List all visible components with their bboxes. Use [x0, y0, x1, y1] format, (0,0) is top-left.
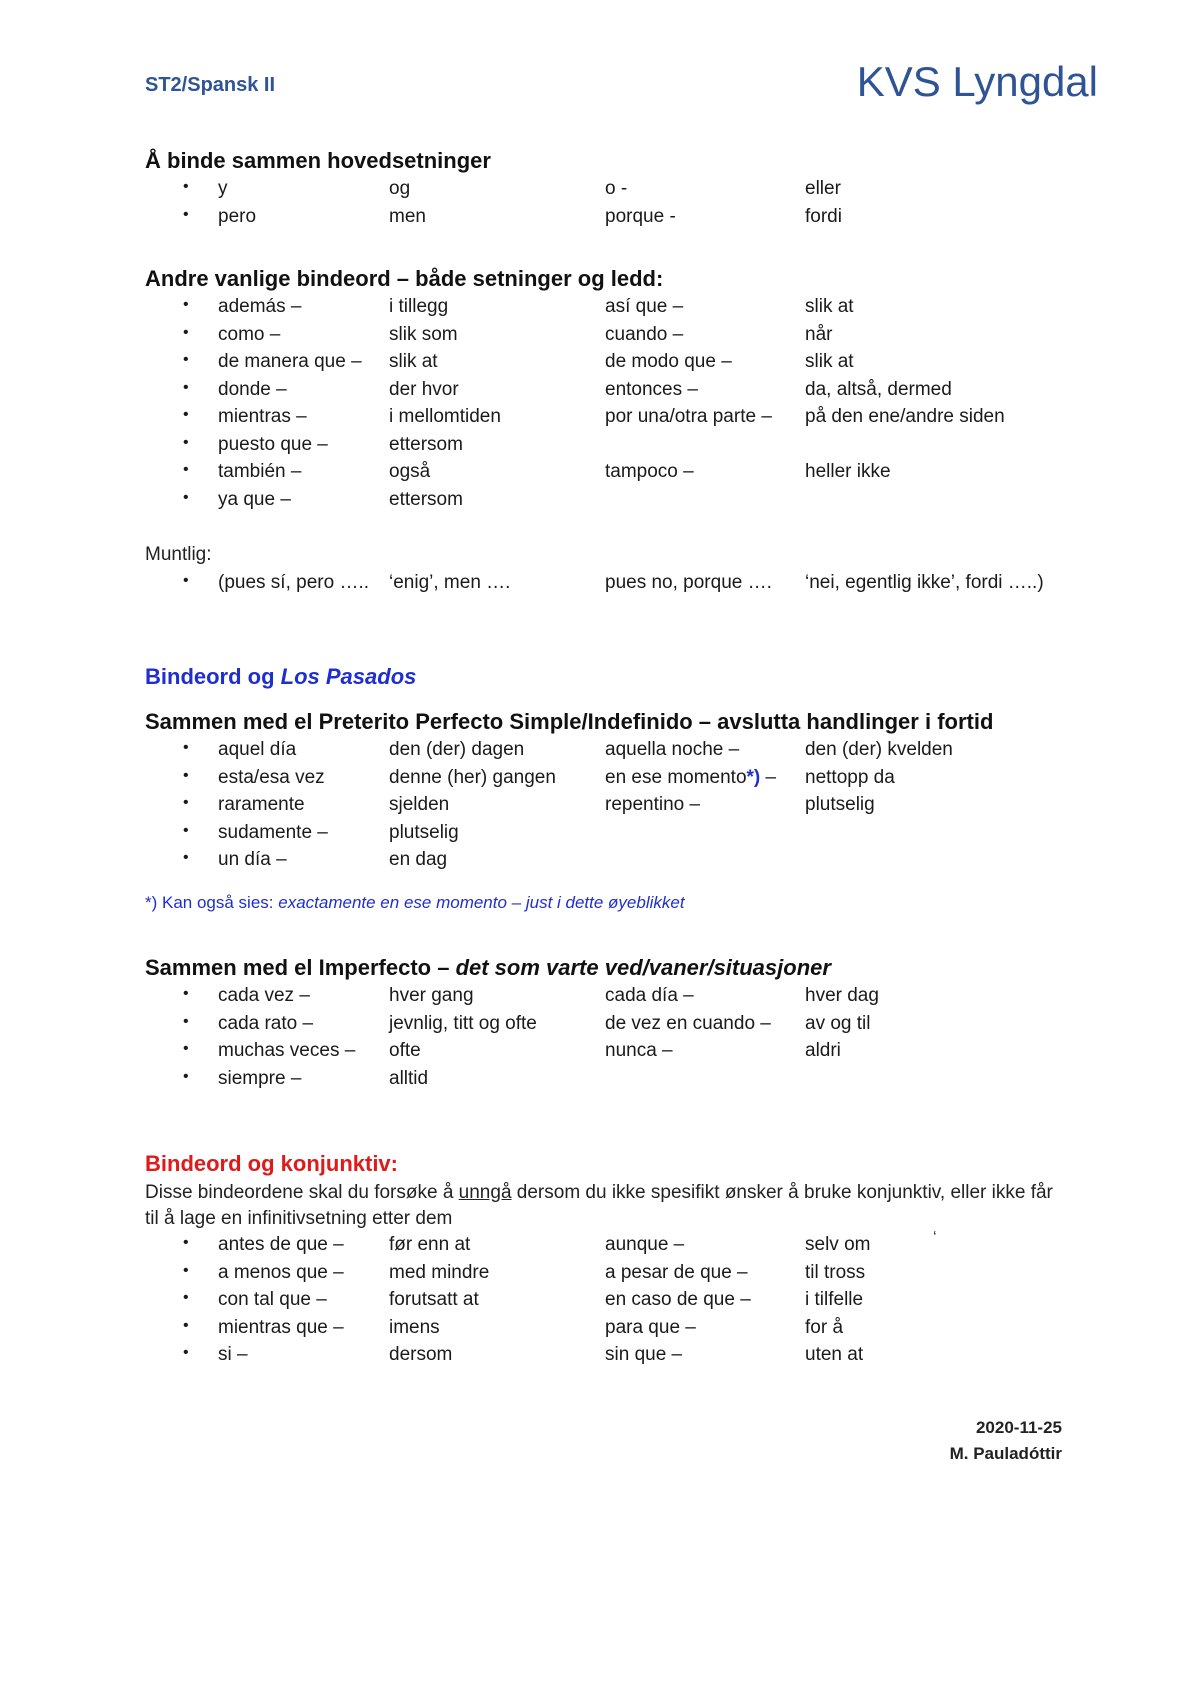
- course-title: ST2/Spansk II: [145, 74, 276, 96]
- spanish-term: [218, 767, 325, 789]
- cell-text: a menos que –: [218, 1261, 344, 1283]
- list-item: [145, 406, 1105, 434]
- norwegian-translation: [805, 178, 841, 200]
- bullet-icon: •: [183, 323, 189, 341]
- list-item: [145, 849, 1105, 877]
- spanish-term: [218, 739, 296, 761]
- bullet-icon: •: [183, 1289, 189, 1306]
- cell-text: i tillegg: [389, 296, 449, 317]
- spanish-term: [218, 1262, 344, 1284]
- cell-text: når: [805, 323, 833, 345]
- list-item: [145, 379, 1105, 407]
- cell-text: como –: [218, 323, 281, 345]
- norwegian-translation: [389, 1234, 470, 1256]
- cell-text: alltid: [389, 1067, 429, 1089]
- norwegian-translation: [805, 767, 895, 789]
- cell-text: ettersom: [389, 488, 463, 510]
- norwegian-translation: [389, 794, 449, 816]
- spanish-term: [605, 767, 776, 789]
- cell-text: para que –: [605, 1316, 696, 1338]
- section-main-clauses-title: Å binde sammen hovedsetninger: [145, 148, 491, 173]
- bullet-icon: •: [183, 1040, 189, 1057]
- spanish-term: [218, 572, 369, 594]
- cell-text: cada rato –: [218, 1012, 314, 1034]
- cell-text: de manera que –: [218, 351, 362, 372]
- cell-text: ‘nei, egentlig ikke’, fordi …..): [805, 572, 1044, 593]
- spanish-term: [218, 822, 328, 844]
- cell-text: cada día –: [605, 985, 694, 1006]
- norwegian-translation: [389, 1040, 421, 1062]
- cell-text: plutselig: [805, 794, 875, 815]
- intro-text-a: Disse bindeordene skal du forsøke å: [145, 1182, 459, 1203]
- pasados-title-italic: Los Pasados: [280, 664, 417, 689]
- cell-text: sjelden: [389, 794, 450, 815]
- section-imperfecto-title: [145, 955, 831, 981]
- norwegian-translation: [805, 794, 875, 816]
- spanish-term: [605, 178, 627, 200]
- spanish-term: [605, 1040, 673, 1062]
- section-common-conjunctions-title: Andre vanlige bindeord – både setninger og ledd:: [145, 266, 664, 291]
- cell-text: imens: [389, 1316, 440, 1338]
- norwegian-translation: [805, 296, 854, 318]
- cell-text: pues no, porque ….: [605, 572, 772, 593]
- spanish-term: [218, 351, 362, 373]
- norwegian-translation: [389, 985, 474, 1007]
- spanish-term: [218, 324, 280, 346]
- spanish-term: [218, 434, 328, 456]
- norwegian-translation: [389, 1344, 452, 1366]
- norwegian-translation: [389, 178, 410, 200]
- spanish-term: [218, 1289, 327, 1311]
- preterito-list: [145, 739, 1105, 877]
- cell-text: sin que –: [605, 1344, 683, 1365]
- list-item: [145, 1317, 1105, 1345]
- footer-date: 2020-11-25: [975, 1418, 1062, 1437]
- spanish-term: [218, 489, 291, 511]
- cell-text: de vez en cuando –: [605, 1012, 771, 1034]
- cell-text: en caso de que –: [605, 1289, 751, 1310]
- footnote-text: exactamente en ese momento – just i dette øyeblikket: [278, 893, 685, 912]
- norwegian-translation: [805, 379, 952, 401]
- list-item: [145, 206, 1105, 234]
- intro-text-b: dersom du ikke spesifikt ønsker å bruke konjunktiv, eller ikke får til å lage en infinitivsetning etter dem: [145, 1182, 1053, 1229]
- spanish-term: [218, 985, 310, 1007]
- norwegian-translation: [805, 1262, 865, 1284]
- norwegian-translation: [805, 572, 1044, 594]
- list-item: [145, 1040, 1105, 1068]
- spanish-term: [218, 1344, 248, 1366]
- oral-label: Muntlig:: [145, 544, 212, 565]
- cell-text: heller ikke: [805, 461, 891, 482]
- bullet-icon: •: [183, 178, 189, 195]
- list-item: [145, 1013, 1105, 1041]
- spanish-term: [218, 1040, 355, 1062]
- norwegian-translation: [389, 406, 501, 428]
- cell-text: donde –: [218, 378, 287, 400]
- cell-text: raramente: [218, 794, 305, 815]
- norwegian-translation: [805, 739, 953, 761]
- pasados-title-text: Bindeord og: [145, 664, 281, 689]
- norwegian-translation: [389, 379, 459, 401]
- cell-text: esta/esa vez: [218, 766, 325, 788]
- cell-text: por una/otra parte –: [605, 406, 772, 427]
- bullet-icon: •: [183, 766, 189, 784]
- footer-author: M. Pauladóttir: [949, 1444, 1062, 1463]
- cell-text: der hvor: [389, 378, 459, 400]
- spanish-term: [218, 461, 301, 483]
- norwegian-translation: [805, 324, 832, 346]
- cell-text: aquel día: [218, 739, 297, 760]
- cell-text: plutselig: [389, 821, 459, 843]
- spanish-term: [218, 178, 228, 200]
- cell-text: en ese momento: [605, 766, 747, 788]
- bullet-icon: •: [183, 794, 189, 811]
- cell-text: sudamente –: [218, 821, 328, 843]
- cell-text: a pesar de que –: [605, 1261, 748, 1283]
- norwegian-translation: [389, 572, 510, 594]
- list-item: [145, 1234, 1105, 1262]
- cell-text: slik at: [805, 296, 854, 317]
- cell-text: y: [218, 178, 228, 199]
- cell-text: dersom: [389, 1344, 453, 1365]
- bullet-icon: •: [183, 378, 189, 396]
- bullet-icon: •: [183, 488, 189, 506]
- norwegian-translation: [389, 351, 438, 373]
- main-clauses-list: [145, 178, 1105, 233]
- spanish-term: [605, 985, 694, 1007]
- bullet-icon: •: [183, 433, 189, 451]
- cell-text: eller: [805, 178, 841, 199]
- stray-mark: ‘: [933, 1229, 937, 1246]
- cell-text: før enn at: [389, 1234, 471, 1255]
- footnote-marker: *): [746, 766, 761, 788]
- norwegian-translation: [389, 434, 463, 456]
- list-item: [145, 1289, 1105, 1317]
- spanish-term: [605, 406, 772, 428]
- spanish-term: [605, 572, 772, 594]
- norwegian-translation: [389, 849, 447, 871]
- norwegian-translation: [805, 1013, 870, 1035]
- norwegian-translation: [805, 1317, 843, 1339]
- footnote: [145, 893, 685, 913]
- cell-text: og: [389, 178, 411, 199]
- cell-text: på den ene/andre siden: [805, 406, 1005, 427]
- cell-text: un día –: [218, 849, 287, 870]
- cell-text: i tilfelle: [805, 1289, 864, 1310]
- list-item: [145, 296, 1105, 324]
- bullet-icon: •: [183, 296, 189, 313]
- bullet-icon: •: [183, 849, 189, 866]
- cell-text: denne (her) gangen: [389, 766, 556, 788]
- intro-underlined: unngå: [458, 1182, 512, 1203]
- bullet-icon: •: [183, 821, 189, 839]
- norwegian-translation: [389, 461, 430, 483]
- cell-text: o -: [605, 178, 628, 199]
- school-name: KVS Lyngdal: [856, 58, 1098, 105]
- cell-text: slik at: [389, 351, 438, 372]
- spanish-term: [605, 1317, 696, 1339]
- cell-text: antes de que –: [218, 1234, 344, 1255]
- list-item: [145, 351, 1105, 379]
- cell-text: ‘enig’, men ….: [389, 572, 511, 593]
- spanish-term: [218, 206, 256, 228]
- list-item: [145, 1068, 1105, 1096]
- cell-text: siempre –: [218, 1067, 302, 1089]
- cell-text: si –: [218, 1344, 248, 1365]
- list-item: [145, 739, 1105, 767]
- bullet-icon: •: [183, 1316, 189, 1334]
- section-pasados-title: [145, 664, 416, 690]
- cell-text: mientras –: [218, 406, 307, 427]
- norwegian-translation: [389, 822, 459, 844]
- imperfecto-list: [145, 985, 1105, 1095]
- list-item: [145, 434, 1105, 462]
- norwegian-translation: [389, 1289, 479, 1311]
- spanish-term: [218, 379, 287, 401]
- footnote-prefix: *) Kan også sies:: [145, 893, 279, 912]
- cell-text: puesto que –: [218, 433, 328, 455]
- cell-text: entonces –: [605, 378, 698, 400]
- cell-text: nettopp da: [805, 766, 895, 788]
- list-item: [145, 1344, 1105, 1372]
- spanish-term: [218, 1317, 344, 1339]
- cell-text: porque -: [605, 205, 676, 227]
- cell-text: hver gang: [389, 985, 474, 1006]
- bullet-icon: •: [183, 205, 189, 223]
- cell-text: (pues sí, pero …..: [218, 572, 370, 593]
- imperfecto-title-italic: det som varte ved/vaner/situasjoner: [455, 955, 831, 980]
- list-item: [145, 1262, 1105, 1290]
- spanish-term: [218, 406, 307, 428]
- cell-text: también –: [218, 461, 302, 482]
- cell-text: ettersom: [389, 433, 463, 455]
- list-item: [145, 461, 1105, 489]
- spanish-term: [605, 461, 694, 483]
- bullet-icon: •: [183, 739, 189, 756]
- cell-text: ya que –: [218, 488, 291, 510]
- norwegian-translation: [389, 739, 524, 761]
- bullet-icon: •: [183, 351, 189, 368]
- spanish-term: [605, 351, 732, 373]
- spanish-term: [218, 1013, 313, 1035]
- norwegian-translation: [389, 206, 426, 228]
- bullet-icon: •: [183, 1067, 189, 1085]
- spanish-term: [605, 1344, 682, 1366]
- bullet-icon: •: [183, 406, 189, 423]
- spanish-term: [605, 324, 683, 346]
- section-subjunctive-title: Bindeord og konjunktiv:: [145, 1151, 398, 1176]
- bullet-icon: •: [183, 985, 189, 1002]
- cell-text: mientras que –: [218, 1316, 344, 1338]
- cell-text: den (der) kvelden: [805, 739, 953, 760]
- spanish-term: [605, 739, 739, 761]
- section-preterito-title: Sammen med el Preterito Perfecto Simple/Indefinido – avslutta handlinger i fortid: [145, 709, 994, 734]
- cell-text: con tal que –: [218, 1289, 327, 1310]
- cell-text: tampoco –: [605, 461, 694, 482]
- cell-text: aquella noche –: [605, 739, 740, 760]
- cell-text: også: [389, 461, 431, 482]
- list-item: [145, 178, 1105, 206]
- spanish-term: [605, 379, 698, 401]
- bullet-icon: •: [183, 1012, 189, 1030]
- list-item: [145, 324, 1105, 352]
- cell-text: slik at: [805, 351, 854, 372]
- cell-text: for å: [805, 1316, 844, 1338]
- cell-text: cuando –: [605, 323, 684, 345]
- cell-text: uten at: [805, 1344, 864, 1365]
- cell-text: forutsatt at: [389, 1289, 479, 1310]
- norwegian-translation: [389, 296, 448, 318]
- norwegian-translation: [389, 1068, 428, 1090]
- imperfecto-title-text: Sammen med el Imperfecto –: [145, 955, 456, 980]
- norwegian-translation: [805, 1289, 863, 1311]
- spanish-term: [218, 296, 301, 318]
- spanish-term: [605, 1013, 771, 1035]
- spanish-term: [218, 794, 305, 816]
- spanish-term: [605, 1289, 751, 1311]
- list-item: [145, 985, 1105, 1013]
- norwegian-translation: [389, 489, 463, 511]
- cell-text: til tross: [805, 1261, 866, 1283]
- cell-text: jevnlig, titt og ofte: [389, 1012, 537, 1034]
- cell-text: av og til: [805, 1012, 871, 1034]
- cell-text: pero: [218, 205, 257, 227]
- cell-text: cada vez –: [218, 985, 310, 1006]
- norwegian-translation: [805, 1234, 870, 1256]
- cell-text: slik som: [389, 323, 458, 345]
- spanish-term: [605, 1262, 748, 1284]
- cell-text: men: [389, 205, 426, 227]
- norwegian-translation: [805, 461, 891, 483]
- cell-text: fordi: [805, 205, 842, 227]
- cell-text: además –: [218, 296, 302, 317]
- norwegian-translation: [389, 1262, 489, 1284]
- spanish-term: [605, 206, 676, 228]
- bullet-icon: •: [183, 461, 189, 478]
- spanish-term: [218, 849, 287, 871]
- spanish-term: [605, 1234, 684, 1256]
- common-conjunctions-list: [145, 296, 1105, 516]
- list-item: [145, 572, 1105, 600]
- cell-text: selv om: [805, 1234, 871, 1255]
- bullet-icon: •: [183, 1234, 189, 1251]
- cell-text: ofte: [389, 1040, 421, 1061]
- norwegian-translation: [805, 351, 854, 373]
- norwegian-translation: [389, 1317, 440, 1339]
- cell-text: en dag: [389, 849, 448, 870]
- cell-text: aunque –: [605, 1234, 685, 1255]
- cell-text: den (der) dagen: [389, 739, 525, 760]
- bullet-icon: •: [183, 572, 189, 589]
- cell-text: de modo que –: [605, 351, 732, 372]
- oral-list: [145, 572, 1105, 600]
- spanish-term: [605, 296, 683, 318]
- cell-text: repentino –: [605, 794, 701, 815]
- cell-text: da, altså, dermed: [805, 378, 952, 400]
- spanish-term: [218, 1068, 301, 1090]
- subjunctive-intro: [145, 1180, 1065, 1232]
- spanish-term: [218, 1234, 344, 1256]
- spanish-term: [605, 794, 700, 816]
- list-item: [145, 822, 1105, 850]
- subjunctive-list: [145, 1234, 1105, 1372]
- cell-text: hver dag: [805, 985, 879, 1006]
- norwegian-translation: [805, 406, 1005, 428]
- list-item: [145, 794, 1105, 822]
- bullet-icon: •: [183, 1261, 189, 1279]
- norwegian-translation: [805, 1344, 863, 1366]
- norwegian-translation: [805, 985, 879, 1007]
- list-item: [145, 767, 1105, 795]
- norwegian-translation: [389, 1013, 537, 1035]
- norwegian-translation: [389, 767, 556, 789]
- cell-text: med mindre: [389, 1261, 490, 1283]
- dash: –: [760, 766, 777, 788]
- norwegian-translation: [805, 1040, 841, 1062]
- norwegian-translation: [389, 324, 458, 346]
- bullet-icon: •: [183, 1344, 189, 1361]
- norwegian-translation: [805, 206, 842, 228]
- cell-text: nunca –: [605, 1040, 673, 1061]
- cell-text: muchas veces –: [218, 1040, 356, 1061]
- list-item: [145, 489, 1105, 517]
- cell-text: i mellomtiden: [389, 406, 501, 427]
- cell-text: así que –: [605, 296, 684, 317]
- cell-text: aldri: [805, 1040, 841, 1061]
